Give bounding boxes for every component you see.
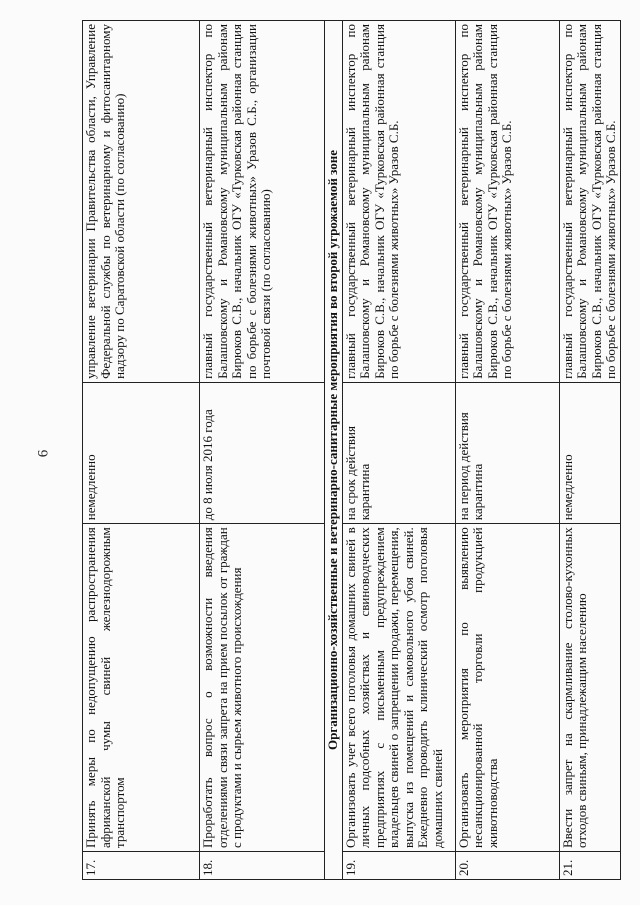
- row-number: 21.: [559, 851, 620, 879]
- row-term: до 8 июля 2016 года: [200, 382, 325, 523]
- row-responsible: главный государственный ветеринарный инспектор по Балашовскому и Романовскому муниципальным районам Бирюков С.В., начальник ОГУ «Турковская районная станция по борьбе с болезнями животных» Уразов С.Б.: [559, 21, 620, 383]
- row-number: 18.: [200, 851, 325, 879]
- table-row: [455, 21, 559, 880]
- row-action: Принять меры по недопущению распространения африканской чумы свиней железнодорожным транспортом: [83, 524, 200, 852]
- row-number: 17.: [83, 851, 200, 879]
- row-action: Ввести запрет на скармливание столово-кухонных отходов свиньям, принадлежащим населению: [559, 524, 620, 852]
- row-term: на срок действия карантина: [342, 382, 455, 523]
- table-row: [342, 21, 455, 880]
- page-number: 6: [35, 449, 52, 458]
- row-number: 20.: [455, 851, 559, 879]
- section-row: [325, 21, 343, 880]
- row-action: Организовать мероприятия по выявлению несанкционированной торговли продукцией животноводства: [455, 524, 559, 852]
- row-action: Проработать вопрос о возможности введения отделениями связи запрета на прием посылок от граждан с продуктами и сырьем животного происхождения: [200, 524, 325, 852]
- row-action: Организовать учет всего поголовья домашних свиней в личных подсобных хозяйствах и свиноводческих предприятиях с письменным предупреждением владельцев свиней о запрещении продажи, перемещения, выпуска из помещений и самовольного убоя свиней. Ежедневно проводить клинический осмотр поголовья домашних свиней: [342, 524, 455, 852]
- row-term: немедленно: [559, 382, 620, 523]
- row-responsible: главный государственный ветеринарный инспектор по Балашовскому и Романовскому муниципальным районам Бирюков С.В., начальник ОГУ «Турковская районная станция по борьбе с болезнями животных» Уразов С.Б.: [342, 21, 455, 383]
- measures-table: [82, 20, 621, 880]
- row-term: немедленно: [83, 382, 200, 523]
- table-row: [83, 21, 200, 880]
- row-responsible: главный государственный ветеринарный инспектор по Балашовскому и Романовскому муниципальным районам Бирюков С.В., начальник ОГУ «Турковская районная станция по борьбе с болезнями животных» Уразов С.Б., организации почтовой связи (по согласованию): [200, 21, 325, 383]
- row-responsible: главный государственный ветеринарный инспектор по Балашовскому и Романовскому муниципальным районам Бирюков С.В., начальник ОГУ «Турковская районная станция по борьбе с болезнями животных» Уразов С.Б.: [455, 21, 559, 383]
- table-row: [559, 21, 620, 880]
- section-title: Организационно-хозяйственные и ветеринарно-санитарные мероприятия во второй угрожаемой зоне: [325, 21, 343, 880]
- measures-table-container: [82, 20, 618, 880]
- row-responsible: управление ветеринарии Правительства области, Управление Федеральной службы по ветеринарному и фитосанитарному надзору по Саратовской области (по согласованию): [83, 21, 200, 383]
- table-row: [200, 21, 325, 880]
- row-term: на период действия карантина: [455, 382, 559, 523]
- row-number: 19.: [342, 851, 455, 879]
